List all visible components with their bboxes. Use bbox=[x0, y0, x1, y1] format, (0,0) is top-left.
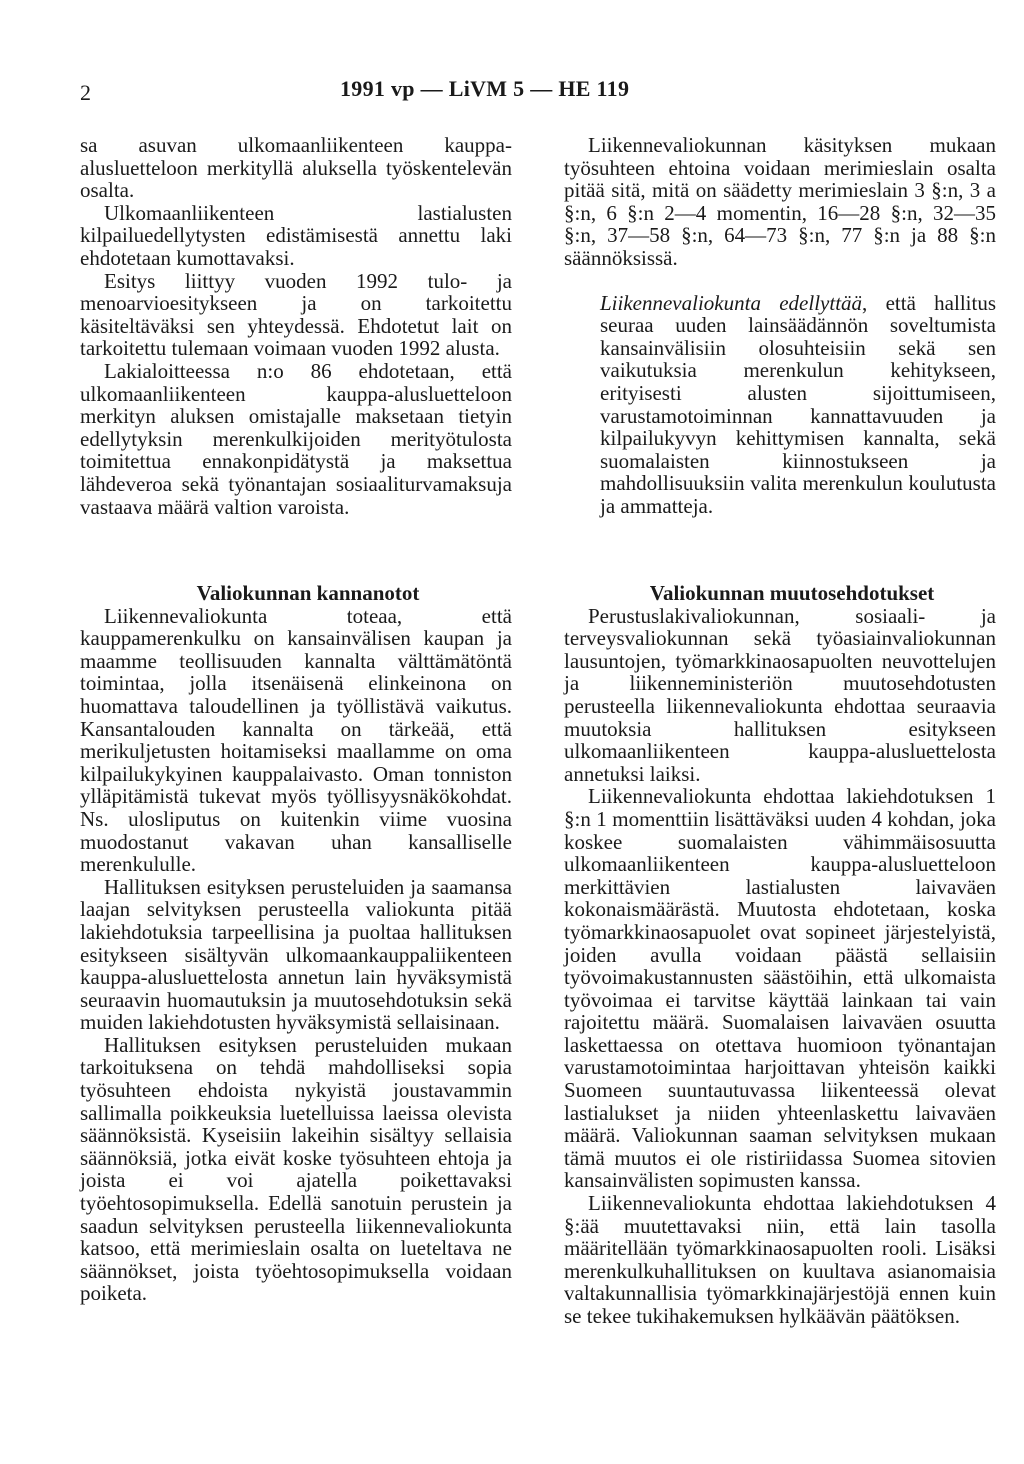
section-heading-kannanotot: Valiokunnan kannanotot bbox=[196, 581, 420, 605]
paragraph: Perustuslakivaliokunnan, sosiaali- ja terveysvaliokunnan sekä työasiainvaliokunnan lausuntojen, työmarkkinaosapuolten neuvottelujen ja liikenneministeriön muutosehdotusten perusteella liikennevaliokunta ehdottaa seuraavia muutoksia hallituksen esitykseen ulkomaanliikenteen kauppa-alusluettelosta annetuksi laiksi. bbox=[564, 603, 996, 786]
paragraph: Lakialoitteessa n:o 86 ehdotetaan, että ulkomaanliikenteen kauppa-alusluetteloon merkityn aluksen omistajalle maksetaan tietyin edellytyksin merenkulkijoiden merityötulosta toimitettua ennakonpidätystä ja maksettua lähdeveroa sekä työnantajan sosiaaliturvamaksuja vastaava määrä valtion varoista. bbox=[80, 358, 512, 519]
paragraph: Hallituksen esityksen perusteluiden mukaan tarkoituksena on tehdä mahdolliseksi sopia työsuhteen ehdoista nykyistä joustavammin sallimalla poikkeuksia luetelluissa laeissa olevista säännöksistä. Kyseisiin lakeihin sisältyy sellaisia säännöksiä, jotka eivät koske työsuhteen ehtoja ja joista ei voi ajatella poikettavaksi työehtosopimuksella. Edellä sanotuin perustein ja saadun selvityksen perusteella liikennevaliokunta katsoo, että merimieslain osalta on lueteltava ne säännökset, joista työehtosopimuksella voidaan poiketa. bbox=[80, 1032, 512, 1306]
paragraph: sa asuvan ulkomaanliikenteen kauppa-alusluetteloon merkityllä aluksella työskentelevän osalta. bbox=[80, 133, 512, 203]
paragraph: Esitys liittyy vuoden 1992 tulo- ja menoarvioesitykseen ja on tarkoitettu käsiteltäväksi sen yhteydessä. Ehdotetut lait on tarkoitettu tulemaan voimaan vuoden 1992 alusta. bbox=[80, 268, 512, 361]
committee-assessment bbox=[564, 292, 996, 518]
left-column-top bbox=[80, 134, 512, 518]
assessment-text: , että hallitus seuraa uuden lainsäädännön soveltumista kansainvälisiin olosuhteisiin sekä sen vaikutuksia merenkulun kehitykseen, erityisesti alusten sijoittumiseen, varustamotoiminnan kannattavuuden ja kilpailukyvyn kehittymisen kannalta, sekä suomalaisten kiinnostukseen ja mahdollisuuksiin valita merenkulun koulutusta ja ammatteja. bbox=[600, 290, 996, 518]
paragraph: Liikennevaliokunta ehdottaa lakiehdotuksen 4 §:ää muutettavaksi niin, että lain tasolla määritellään työmarkkinaosapuolten rooli. Lisäksi merenkulkuhallituksen on kuultava asianomaisia valtakunnallisia työmarkkinajärjestöjä ennen kuin se tekee tukihakemuksen hylkäävän päätöksen. bbox=[564, 1191, 996, 1328]
paragraph: Liikennevaliokunta ehdottaa lakiehdotuksen 1 §:n 1 momenttiin lisättäväksi uuden 4 kohdan, joka koskee suomalaisten vähimmäisosuutta ulkomaanliikenteen kauppa-alusluetteloon merkittävien lastialusten laivaväen kokonaismäärästä. Muutosta ehdotetaan, koska työmarkkinaosapuolet ovat sopineet järjestelyistä, joiden avulla voidaan päästä sellaisiin työvoimakustannusten säästöihin, että ulkomaista työvoimaa ei tarvitse käyttää lainkaan tai vain rajoitettu määrä. Suomalaisen laivaväen osuutta laskettaessa on otettava huomioon työnantajan varustamotoimintaa harjoittavan yhteisön kaikki Suomeen suuntautuvassa liikenteessä olevat lastialukset ja niiden yhteenlaskettu laivaväen määrä. Valiokunnan saaman selvityksen mukaan tämä muutos ei ole ristiriidassa Suomea sitovien kansainvälisten sopimusten kanssa. bbox=[564, 784, 996, 1193]
section-heading-muutosehdotukset: Valiokunnan muutosehdotukset bbox=[649, 581, 935, 605]
paragraph: Hallituksen esityksen perusteluiden ja saamansa laajan selvityksen perusteella valiokunta pitää lakiehdotuksia tarpeellisina ja puoltaa hallituksen esitykseen sisältyvän ulkomaankauppaliikenteen kauppa-alusluettelosta annetun lain hyväksymistä seuraavin huomautuksin ja muutosehdotuksin sekä muiden lakiehdotusten hyväksymistä sellaisinaan. bbox=[80, 874, 512, 1035]
right-column-top bbox=[564, 134, 996, 518]
page-number: 2 bbox=[80, 80, 91, 105]
assessment-lead: Liikennevaliokunta edellyttää bbox=[600, 290, 863, 315]
paragraph: Liikennevaliokunta toteaa, että kauppamerenkulku on kansainvälisen kaupan ja maamme teollisuuden kannalta välttämätöntä toimintaa, jolla itsenäisenä elinkeinona on huomattava taloudellinen ja työllistävä vaikutus. Kansantalouden kannalta on tärkeää, että merikuljetusten hoitamiseksi maallamme on oma kilpailukykyinen kauppalaivasto. Oman tonniston ylläpitämistä tukevat myös työllisyysnäkökohdat. Ns. ulosliputus on kuitenkin viime vuosina muodostanut vakavan uhan kansalliselle merenkululle. bbox=[80, 603, 512, 877]
right-column-bottom bbox=[564, 582, 996, 1328]
running-header: 1991 vp — LiVM 5 — HE 119 bbox=[340, 76, 630, 101]
paragraph: Ulkomaanliikenteen lastialusten kilpailuedellytysten edistämisestä annettu laki ehdotetaan kumottavaksi. bbox=[80, 200, 512, 270]
left-column-bottom bbox=[80, 582, 512, 1305]
paragraph: Liikennevaliokunnan käsityksen mukaan työsuhteen ehtoina voidaan merimieslain osalta pitää sitä, mitä on säädetty merimieslain 3 §:n, 3 a §:n, 6 §:n 2—4 momentin, 16—28 §:n, 32—35 §:n, 37—58 §:n, 64—73 §:n, 77 §:n ja 88 §:n säännöksissä. bbox=[564, 133, 996, 270]
